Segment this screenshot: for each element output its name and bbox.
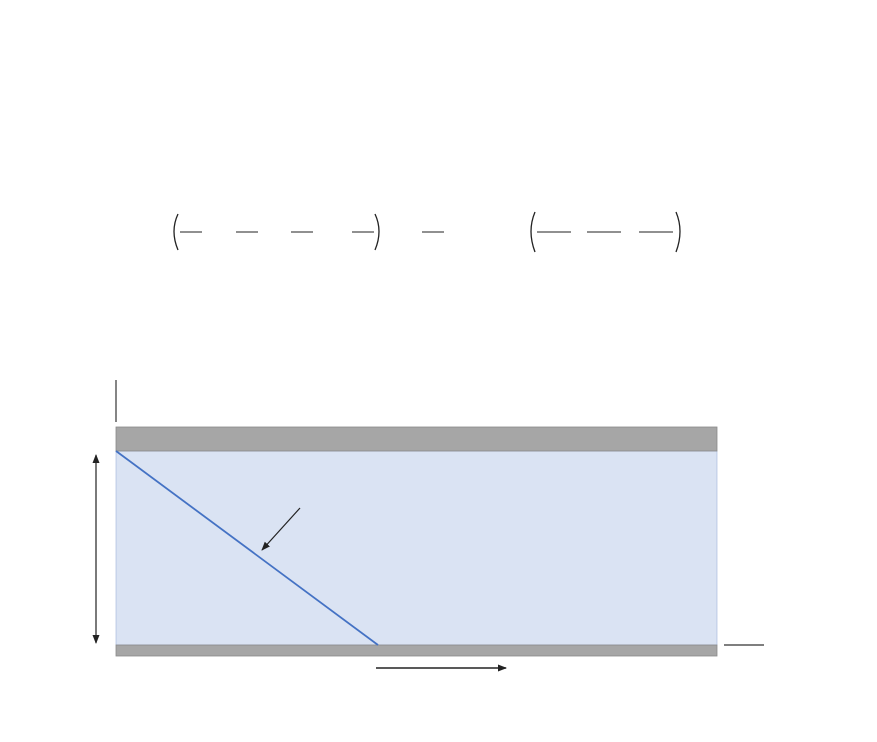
- left-paren: [174, 214, 178, 250]
- figure-q1: [96, 380, 764, 668]
- momentum-equation: [174, 212, 680, 252]
- left-paren: [531, 212, 535, 252]
- right-paren: [676, 212, 680, 252]
- top-fixed-plate: [116, 427, 717, 451]
- right-paren: [375, 214, 379, 250]
- bottom-moving-plate: [116, 645, 717, 656]
- fluid-region: [116, 451, 717, 645]
